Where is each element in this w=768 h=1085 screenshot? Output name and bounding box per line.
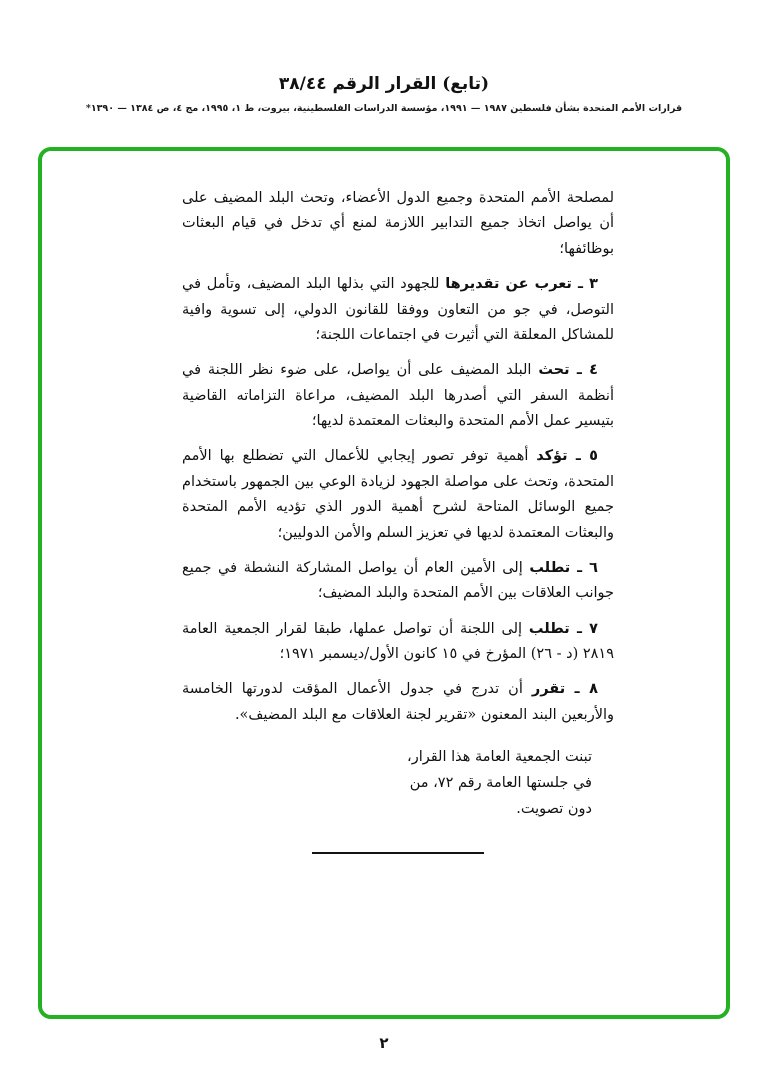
resolution-paragraph: [182, 676, 614, 728]
resolution-paragraph: [182, 271, 614, 348]
resolution-paragraph: [182, 443, 614, 546]
content-frame: [38, 147, 730, 1019]
adoption-line: في جلستها العامة رقم ٧٢، من: [409, 775, 592, 792]
resolution-title: (تابع) القرار الرقم ٣٨/٤٤: [278, 74, 490, 94]
page-footer: [0, 1034, 768, 1052]
document-header: [0, 74, 768, 114]
paragraph-text: لمصلحة الأمم المتحدة وجميع الدول الأعضاء، وتحث البلد المضيف على أن يواصل اتخاذ جميع التدابير اللازمة لمنع أي تدخل في قيام البعثات بوظائفها؛: [182, 190, 614, 257]
paragraph-text: أن تدرج في جدول الأعمال المؤقت لدورتها الخامسة والأربعين البند المعنون «تقرير لجنة العلاقات مع البلد المضيف».: [182, 681, 614, 723]
resolution-paragraph: [182, 357, 614, 434]
paragraph-text: إلى اللجنة أن تواصل عملها، طبقا لقرار الجمعية العامة ٢٨١٩ (د - ٢٦) المؤرخ في ١٥ كانون الأول/ديسمبر ١٩٧١؛: [182, 620, 614, 662]
paragraph-lead: ٧ ـ تطلب: [528, 619, 598, 637]
resolution-paragraph: [182, 555, 614, 607]
adoption-line: تبنت الجمعية العامة هذا القرار،: [407, 749, 592, 766]
paragraph-lead: ٦ ـ تطلب: [529, 558, 598, 576]
paragraph-lead: ٣ ـ تعرب عن تقديرها: [445, 275, 598, 293]
resolution-text-column: [42, 151, 726, 854]
paragraph-lead: ٤ ـ تحث: [538, 361, 598, 379]
section-divider: [312, 852, 484, 854]
paragraph-text: أهمية توفر تصور إيجابي للأعمال التي تضطلع بها الأمم المتحدة، وتحث على مواصلة الجهود لزيادة الوعي بين الجمهور باستخدام جميع الوسائل المتاحة لشرح أهمية الدور الذي تؤديه الأمم المتحدة والبعثات المعتمدة لديها في تعزيز السلم والأمن الدوليين؛: [182, 448, 614, 541]
paragraph-lead: ٥ ـ تؤكد: [536, 447, 598, 465]
paragraph-lead: ٨ ـ تقرر: [531, 680, 598, 698]
resolution-paragraph: [182, 616, 614, 668]
paragraph-text: إلى الأمين العام أن يواصل المشاركة النشطة في جميع جوانب العلاقات بين الأمم المتحدة والبلد المضيف؛: [182, 559, 614, 602]
page-number: ٢: [379, 1034, 389, 1052]
source-citation: قرارات الأمم المتحدة بشأن فلسطين ١٩٨٧ — ١٩٩١، مؤسسة الدراسات الفلسطينية، بيروت، ط ١، ١٩٩٥، مج ٤، ص ١٣٨٤ — ١٣٩٠*: [85, 103, 683, 114]
adoption-line: دون تصويت.: [516, 801, 592, 818]
paragraph-text: للجهود التي بذلها البلد المضيف، وتأمل في التوصل، في جو من التعاون ووفقا للقانون الدولي، إلى تسوية وافية للمشاكل المعلقة التي أثيرت في اجتماعات اللجنة؛: [182, 276, 614, 343]
paragraph-text: البلد المضيف على أن يواصل، على ضوء نظر اللجنة في أنظمة السفر التي أصدرها البلد المضيف، مراعاة التزاماته القاضية بتيسير عمل الأمم المتحدة والبعثات المعتمدة لديها؛: [182, 362, 614, 429]
resolution-paragraph: [182, 185, 614, 262]
adoption-note: [182, 744, 592, 822]
